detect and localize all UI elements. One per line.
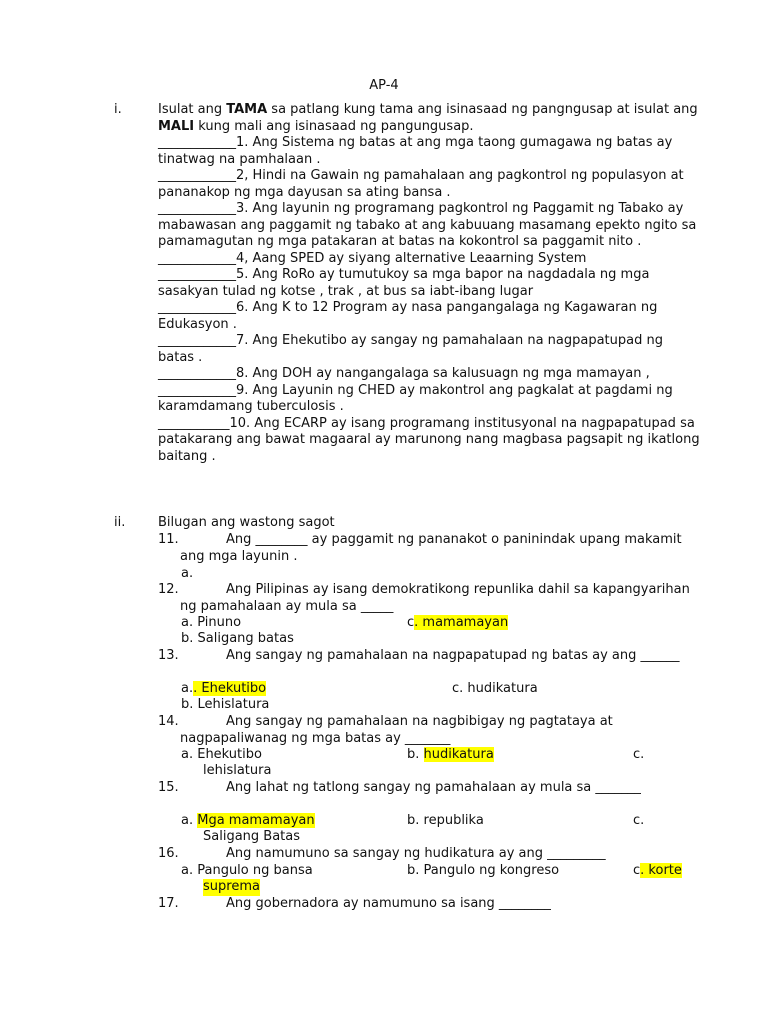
question-number: 11. xyxy=(158,532,179,547)
option-b: b. republika xyxy=(407,813,484,828)
option-c: c. hudikatura xyxy=(452,681,538,696)
tf-item-6: ____________6. Ang K to 12 Program ay nasa pangangalaga ng Kagawaran ng Edukasyon . xyxy=(158,300,658,332)
highlighted-answer: . korte xyxy=(640,863,682,878)
question-number: 15. xyxy=(158,780,179,795)
question-12 xyxy=(158,582,703,615)
question-number: 13. xyxy=(158,648,179,663)
option-c: c. korte xyxy=(633,863,682,878)
section-2-instruction: Bilugan ang wastong sagot xyxy=(158,515,335,530)
question-16 xyxy=(158,846,703,863)
highlighted-answer: hudikatura xyxy=(423,747,494,762)
question-number: 12. xyxy=(158,582,179,597)
option-a: a.. Ehekutibo xyxy=(181,681,267,696)
tf-item-7: ____________7. Ang Ehekutibo ay sangay ng pamahalaan na nagpapatupad ng batas . xyxy=(158,333,663,365)
question-number: 16. xyxy=(158,846,179,861)
tf-item-3: ____________3. Ang layunin ng programang pagkontrol ng Paggamit ng Tabako ay mabawasan ang paggamit ng tabako at ang kabuuang masamang epekto ngito sa pamamagutan ng mga patakaran at batas na kokontrol sa paggamit nito . xyxy=(158,201,697,249)
option-c: c. mamamayan xyxy=(407,615,509,630)
option-c-continued: Saligang Batas xyxy=(203,829,301,844)
tf-item-10: ___________10. Ang ECARP ay isang programang institusyonal na nagpapatupad sa patakarang ang bawat magaaral ay marunong nang magbasa pagsapit ng ikatlong baitang . xyxy=(158,415,700,464)
tf-item-8: ____________8. Ang DOH ay nangangalaga sa kalusuagn ng mga mamayan , xyxy=(158,366,650,381)
option-a: a. xyxy=(181,566,194,581)
question-15 xyxy=(158,780,703,797)
question-number: 14. xyxy=(158,714,179,729)
option-b: b. Pangulo ng kongreso xyxy=(407,863,560,878)
highlighted-answer: . mamamayan xyxy=(414,615,509,630)
section-1 xyxy=(158,102,703,465)
option-b: b. Saligang batas xyxy=(181,631,294,646)
tf-item-9: ____________9. Ang Layunin ng CHED ay makontrol ang pagkalat at pagdami ng karamdamang tuberculosis . xyxy=(158,382,673,414)
section-2-numeral: ii. xyxy=(114,515,126,530)
option-a: a. Ehekutibo xyxy=(181,747,262,762)
question-text: Ang ________ ay paggamit ng pananakot o paninindak upang makamit ang mga layunin . xyxy=(180,532,682,564)
tf-item-4: ____________4, Aang SPED ay siyang alternative Leaarning System xyxy=(158,250,587,266)
question-text: Ang sangay ng pamahalaan na nagpapatupad ng batas ay ang ______ xyxy=(226,648,680,663)
option-c: c. xyxy=(633,813,645,828)
question-14 xyxy=(158,714,703,747)
option-c-continued: lehislatura xyxy=(203,763,272,778)
section-1-numeral: i. xyxy=(114,102,122,117)
section-1-instruction: Isulat ang TAMA sa patlang kung tama ang isinasaad ng pangngusap at isulat ang MALI kung mali ang isinasaad ng pangungusap. xyxy=(158,102,698,134)
option-a: a. Pangulo ng bansa xyxy=(181,863,313,878)
question-number: 17. xyxy=(158,896,179,911)
question-13 xyxy=(158,648,703,665)
question-text: Ang Pilipinas ay isang demokratikong repunlika dahil sa kapangyarihan ng pamahalaan ay mula sa _____ xyxy=(180,582,690,614)
highlighted-answer: . Ehekutibo xyxy=(193,681,267,696)
highlighted-answer: Mga mamamayan xyxy=(197,813,315,828)
question-11 xyxy=(158,532,703,565)
question-text: Ang namumuno sa sangay ng hudikatura ay ang _________ xyxy=(226,846,606,861)
option-a: a. Mga mamamayan xyxy=(181,813,315,828)
question-text: Ang gobernadora ay namumuno sa isang ________ xyxy=(226,896,551,911)
option-b: b. hudikatura xyxy=(407,747,494,762)
tf-item-5: ____________5. Ang RoRo ay tumutukoy sa mga bapor na nagdadala ng mga sasakyan tulad ng kotse , trak , at bus sa iabt-ibang lugar xyxy=(158,267,650,299)
highlighted-answer-continued: suprema xyxy=(203,879,260,894)
question-17 xyxy=(158,896,703,913)
tf-item-1: ____________1. Ang Sistema ng batas at ang mga taong gumagawa ng batas ay tinatwag na pamhalaan . xyxy=(158,135,673,167)
mali-keyword: MALI xyxy=(158,118,195,134)
page-title: AP-4 xyxy=(369,78,399,93)
tama-keyword: TAMA xyxy=(226,102,268,117)
tf-item-2: ____________2, Hindi na Gawain ng pamahalaan ang pagkontrol ng populasyon at pananakop ng mga dayusan sa ating bansa . xyxy=(158,168,684,200)
option-c: c. xyxy=(633,747,645,762)
question-text: Ang sangay ng pamahalaan na nagbibigay ng pagtataya at nagpapaliwanag ng mga batas ay _______ xyxy=(180,714,613,746)
option-b: b. Lehislatura xyxy=(181,697,270,712)
option-a: a. Pinuno xyxy=(181,615,242,630)
question-text: Ang lahat ng tatlong sangay ng pamahalaan ay mula sa _______ xyxy=(226,780,641,795)
